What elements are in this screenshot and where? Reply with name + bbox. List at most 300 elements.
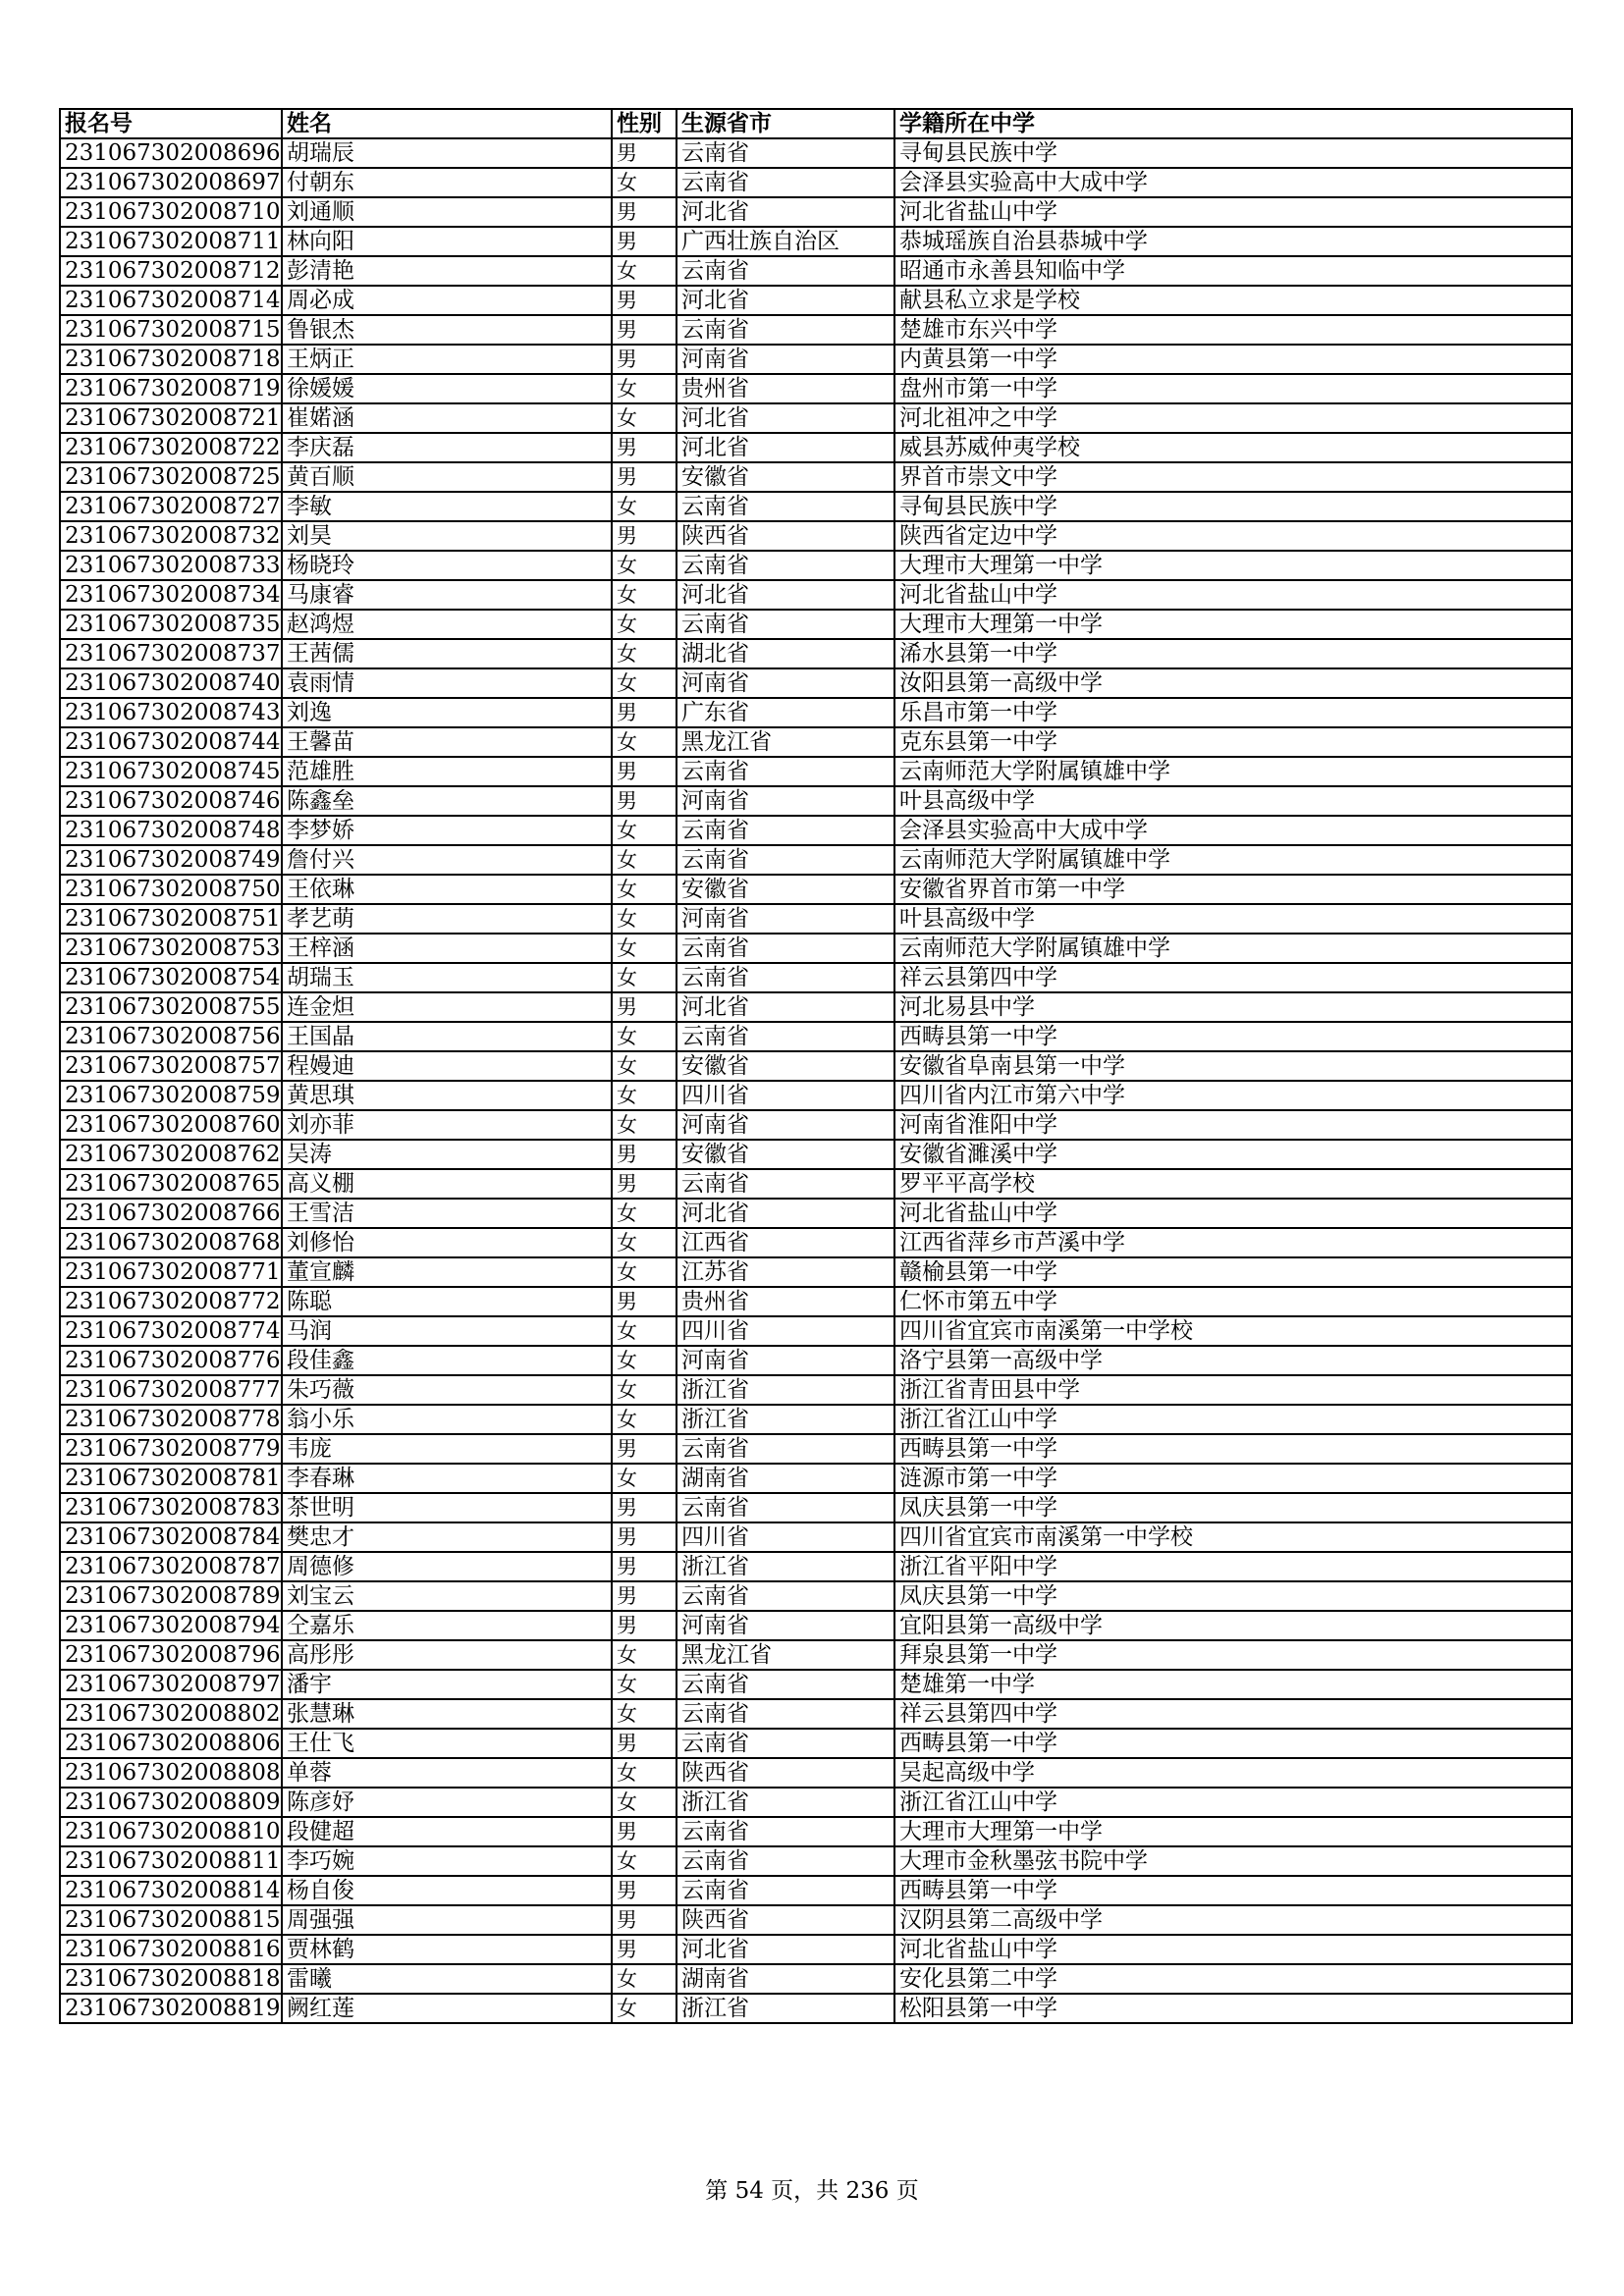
province-cell: 云南省	[677, 1729, 894, 1758]
gender-cell: 女	[612, 256, 677, 286]
student-name-cell: 鲁银杰	[282, 315, 612, 345]
registration-number-cell: 231067302008725	[60, 462, 282, 492]
province-cell: 贵州省	[677, 1287, 894, 1316]
school-cell: 浙江省青田县中学	[894, 1375, 1572, 1405]
province-cell: 浙江省	[677, 1788, 894, 1817]
gender-cell: 女	[612, 963, 677, 992]
school-cell: 洛宁县第一高级中学	[894, 1346, 1572, 1375]
province-cell: 河南省	[677, 1346, 894, 1375]
school-cell: 汉阴县第二高级中学	[894, 1905, 1572, 1935]
school-cell: 河北省盐山中学	[894, 197, 1572, 227]
gender-cell: 女	[612, 374, 677, 403]
gender-cell: 男	[612, 433, 677, 462]
province-cell: 湖北省	[677, 639, 894, 668]
student-name-cell: 杨晓玲	[282, 551, 612, 580]
registration-number-cell: 231067302008776	[60, 1346, 282, 1375]
province-cell: 云南省	[677, 1817, 894, 1846]
student-name-cell: 仝嘉乐	[282, 1611, 612, 1640]
table-row	[60, 1876, 1572, 1905]
school-cell: 西畴县第一中学	[894, 1434, 1572, 1464]
student-name-cell: 周德修	[282, 1552, 612, 1581]
gender-cell: 女	[612, 1316, 677, 1346]
registration-number-cell: 231067302008753	[60, 934, 282, 963]
province-cell: 云南省	[677, 1434, 894, 1464]
student-name-cell: 董宣麟	[282, 1257, 612, 1287]
gender-cell: 女	[612, 1670, 677, 1699]
gender-cell: 女	[612, 1228, 677, 1257]
gender-cell: 女	[612, 1994, 677, 2023]
school-cell: 安徽省阜南县第一中学	[894, 1051, 1572, 1081]
gender-cell: 女	[612, 1758, 677, 1788]
school-cell: 云南师范大学附属镇雄中学	[894, 934, 1572, 963]
student-name-cell: 周强强	[282, 1905, 612, 1935]
student-name-cell: 王馨苗	[282, 727, 612, 757]
table-row	[60, 1375, 1572, 1405]
school-cell: 江西省萍乡市芦溪中学	[894, 1228, 1572, 1257]
header-gender: 性别	[612, 109, 677, 138]
student-name-cell: 雷曦	[282, 1964, 612, 1994]
gender-cell: 男	[612, 1493, 677, 1522]
registration-number-cell: 231067302008814	[60, 1876, 282, 1905]
school-cell: 四川省内江市第六中学	[894, 1081, 1572, 1110]
gender-cell: 男	[612, 1552, 677, 1581]
student-name-cell: 马康睿	[282, 580, 612, 610]
school-cell: 祥云县第四中学	[894, 1699, 1572, 1729]
school-cell: 盘州市第一中学	[894, 374, 1572, 403]
table-row	[60, 1640, 1572, 1670]
province-cell: 浙江省	[677, 1405, 894, 1434]
school-cell: 西畴县第一中学	[894, 1876, 1572, 1905]
table-row	[60, 315, 1572, 345]
header-school: 学籍所在中学	[894, 109, 1572, 138]
student-name-cell: 王炳正	[282, 345, 612, 374]
province-cell: 云南省	[677, 1022, 894, 1051]
student-name-cell: 王雪洁	[282, 1199, 612, 1228]
school-cell: 叶县高级中学	[894, 786, 1572, 816]
header-province: 生源省市	[677, 109, 894, 138]
province-cell: 浙江省	[677, 1375, 894, 1405]
student-name-cell: 连金炟	[282, 992, 612, 1022]
gender-cell: 女	[612, 1846, 677, 1876]
school-cell: 浙江省江山中学	[894, 1405, 1572, 1434]
student-name-cell: 孝艺萌	[282, 904, 612, 934]
student-name-cell: 刘通顺	[282, 197, 612, 227]
registration-number-cell: 231067302008743	[60, 698, 282, 727]
registration-number-cell: 231067302008714	[60, 286, 282, 315]
gender-cell: 女	[612, 1081, 677, 1110]
registration-number-cell: 231067302008784	[60, 1522, 282, 1552]
table-row	[60, 1994, 1572, 2023]
registration-number-cell: 231067302008810	[60, 1817, 282, 1846]
table-row	[60, 816, 1572, 845]
province-cell: 河北省	[677, 197, 894, 227]
province-cell: 河南省	[677, 1110, 894, 1140]
registration-number-cell: 231067302008734	[60, 580, 282, 610]
gender-cell: 女	[612, 1346, 677, 1375]
registration-number-cell: 231067302008718	[60, 345, 282, 374]
school-cell: 大理市大理第一中学	[894, 610, 1572, 639]
province-cell: 云南省	[677, 1846, 894, 1876]
table-row	[60, 403, 1572, 433]
student-name-cell: 段佳鑫	[282, 1346, 612, 1375]
gender-cell: 女	[612, 875, 677, 904]
table-row	[60, 138, 1572, 168]
gender-cell: 男	[612, 1876, 677, 1905]
school-cell: 寻甸县民族中学	[894, 492, 1572, 521]
registration-number-cell: 231067302008754	[60, 963, 282, 992]
table-row	[60, 1817, 1572, 1846]
table-row	[60, 256, 1572, 286]
table-row	[60, 757, 1572, 786]
province-cell: 云南省	[677, 610, 894, 639]
registration-number-cell: 231067302008751	[60, 904, 282, 934]
school-cell: 凤庆县第一中学	[894, 1493, 1572, 1522]
school-cell: 浙江省平阳中学	[894, 1552, 1572, 1581]
province-cell: 河北省	[677, 286, 894, 315]
gender-cell: 女	[612, 403, 677, 433]
province-cell: 河南省	[677, 904, 894, 934]
registration-number-cell: 231067302008772	[60, 1287, 282, 1316]
gender-cell: 女	[612, 1199, 677, 1228]
student-name-cell: 胡瑞辰	[282, 138, 612, 168]
table-row	[60, 1699, 1572, 1729]
table-row	[60, 1552, 1572, 1581]
gender-cell: 男	[612, 197, 677, 227]
student-name-cell: 刘昊	[282, 521, 612, 551]
province-cell: 云南省	[677, 845, 894, 875]
province-cell: 江西省	[677, 1228, 894, 1257]
school-cell: 会泽县实验高中大成中学	[894, 168, 1572, 197]
student-name-cell: 李敏	[282, 492, 612, 521]
table-row	[60, 1140, 1572, 1169]
registration-number-cell: 231067302008762	[60, 1140, 282, 1169]
table-row	[60, 462, 1572, 492]
student-name-cell: 周必成	[282, 286, 612, 315]
table-row	[60, 668, 1572, 698]
school-cell: 四川省宜宾市南溪第一中学校	[894, 1316, 1572, 1346]
school-cell: 昭通市永善县知临中学	[894, 256, 1572, 286]
province-cell: 四川省	[677, 1316, 894, 1346]
registration-number-cell: 231067302008746	[60, 786, 282, 816]
province-cell: 湖南省	[677, 1464, 894, 1493]
registration-number-cell: 231067302008815	[60, 1905, 282, 1935]
student-name-cell: 刘逸	[282, 698, 612, 727]
school-cell: 威县苏威仲夷学校	[894, 433, 1572, 462]
province-cell: 广西壮族自治区	[677, 227, 894, 256]
gender-cell: 男	[612, 1935, 677, 1964]
gender-cell: 男	[612, 1522, 677, 1552]
registration-number-cell: 231067302008794	[60, 1611, 282, 1640]
registration-number-cell: 231067302008819	[60, 1994, 282, 2023]
student-name-cell: 吴涛	[282, 1140, 612, 1169]
province-cell: 河北省	[677, 1199, 894, 1228]
gender-cell: 男	[612, 1287, 677, 1316]
gender-cell: 女	[612, 639, 677, 668]
gender-cell: 女	[612, 934, 677, 963]
province-cell: 河北省	[677, 433, 894, 462]
table-row	[60, 639, 1572, 668]
province-cell: 云南省	[677, 256, 894, 286]
registration-number-cell: 231067302008789	[60, 1581, 282, 1611]
school-cell: 河北省盐山中学	[894, 580, 1572, 610]
student-name-cell: 杨自俊	[282, 1876, 612, 1905]
province-cell: 四川省	[677, 1081, 894, 1110]
registration-number-cell: 231067302008719	[60, 374, 282, 403]
table-row	[60, 610, 1572, 639]
student-name-cell: 刘亦菲	[282, 1110, 612, 1140]
school-cell: 宜阳县第一高级中学	[894, 1611, 1572, 1640]
table-row	[60, 1846, 1572, 1876]
registration-number-cell: 231067302008733	[60, 551, 282, 580]
gender-cell: 女	[612, 1788, 677, 1817]
admission-table	[59, 108, 1573, 2024]
student-name-cell: 陈聪	[282, 1287, 612, 1316]
gender-cell: 男	[612, 757, 677, 786]
student-name-cell: 刘修怡	[282, 1228, 612, 1257]
gender-cell: 女	[612, 1375, 677, 1405]
gender-cell: 男	[612, 1434, 677, 1464]
registration-number-cell: 231067302008777	[60, 1375, 282, 1405]
province-cell: 河北省	[677, 580, 894, 610]
registration-number-cell: 231067302008816	[60, 1935, 282, 1964]
table-row	[60, 1228, 1572, 1257]
table-row	[60, 1729, 1572, 1758]
province-cell: 陕西省	[677, 1758, 894, 1788]
registration-number-cell: 231067302008749	[60, 845, 282, 875]
registration-number-cell: 231067302008737	[60, 639, 282, 668]
table-row	[60, 875, 1572, 904]
registration-number-cell: 231067302008778	[60, 1405, 282, 1434]
registration-number-cell: 231067302008757	[60, 1051, 282, 1081]
table-row	[60, 1611, 1572, 1640]
table-row	[60, 992, 1572, 1022]
registration-number-cell: 231067302008781	[60, 1464, 282, 1493]
table-row	[60, 1051, 1572, 1081]
table-row	[60, 168, 1572, 197]
province-cell: 河北省	[677, 1935, 894, 1964]
gender-cell: 男	[612, 1729, 677, 1758]
table-row	[60, 1935, 1572, 1964]
gender-cell: 女	[612, 168, 677, 197]
school-cell: 吴起高级中学	[894, 1758, 1572, 1788]
province-cell: 云南省	[677, 934, 894, 963]
registration-number-cell: 231067302008796	[60, 1640, 282, 1670]
table-row	[60, 1493, 1572, 1522]
province-cell: 安徽省	[677, 462, 894, 492]
table-row	[60, 1788, 1572, 1817]
student-name-cell: 李庆磊	[282, 433, 612, 462]
gender-cell: 女	[612, 668, 677, 698]
province-cell: 江苏省	[677, 1257, 894, 1287]
school-cell: 拜泉县第一中学	[894, 1640, 1572, 1670]
registration-number-cell: 231067302008809	[60, 1788, 282, 1817]
province-cell: 湖南省	[677, 1964, 894, 1994]
school-cell: 安徽省界首市第一中学	[894, 875, 1572, 904]
province-cell: 陕西省	[677, 521, 894, 551]
table-row	[60, 286, 1572, 315]
table-row	[60, 1522, 1572, 1552]
school-cell: 四川省宜宾市南溪第一中学校	[894, 1522, 1572, 1552]
province-cell: 云南省	[677, 315, 894, 345]
gender-cell: 女	[612, 1110, 677, 1140]
table-row	[60, 1905, 1572, 1935]
registration-number-cell: 231067302008750	[60, 875, 282, 904]
gender-cell: 女	[612, 1964, 677, 1994]
table-row	[60, 580, 1572, 610]
registration-number-cell: 231067302008697	[60, 168, 282, 197]
province-cell: 河北省	[677, 992, 894, 1022]
gender-cell: 女	[612, 1257, 677, 1287]
gender-cell: 男	[612, 345, 677, 374]
school-cell: 云南师范大学附属镇雄中学	[894, 845, 1572, 875]
gender-cell: 男	[612, 138, 677, 168]
table-row	[60, 1022, 1572, 1051]
province-cell: 云南省	[677, 1670, 894, 1699]
school-cell: 克东县第一中学	[894, 727, 1572, 757]
table-row	[60, 227, 1572, 256]
school-cell: 西畴县第一中学	[894, 1729, 1572, 1758]
student-name-cell: 单蓉	[282, 1758, 612, 1788]
school-cell: 河北省盐山中学	[894, 1199, 1572, 1228]
student-name-cell: 黄百顺	[282, 462, 612, 492]
gender-cell: 男	[612, 286, 677, 315]
registration-number-cell: 231067302008722	[60, 433, 282, 462]
registration-number-cell: 231067302008787	[60, 1552, 282, 1581]
registration-number-cell: 231067302008779	[60, 1434, 282, 1464]
province-cell: 云南省	[677, 1493, 894, 1522]
table-row	[60, 197, 1572, 227]
province-cell: 河南省	[677, 345, 894, 374]
registration-number-cell: 231067302008732	[60, 521, 282, 551]
school-cell: 献县私立求是学校	[894, 286, 1572, 315]
gender-cell: 女	[612, 727, 677, 757]
student-name-cell: 李春琳	[282, 1464, 612, 1493]
student-name-cell: 袁雨情	[282, 668, 612, 698]
registration-number-cell: 231067302008783	[60, 1493, 282, 1522]
registration-number-cell: 231067302008745	[60, 757, 282, 786]
province-cell: 浙江省	[677, 1994, 894, 2023]
school-cell: 汝阳县第一高级中学	[894, 668, 1572, 698]
table-row	[60, 345, 1572, 374]
registration-number-cell: 231067302008735	[60, 610, 282, 639]
table-row	[60, 904, 1572, 934]
student-name-cell: 彭清艳	[282, 256, 612, 286]
registration-number-cell: 231067302008765	[60, 1169, 282, 1199]
gender-cell: 女	[612, 1022, 677, 1051]
table-row	[60, 1464, 1572, 1493]
school-cell: 松阳县第一中学	[894, 1994, 1572, 2023]
gender-cell: 男	[612, 1817, 677, 1846]
student-name-cell: 林向阳	[282, 227, 612, 256]
table-row	[60, 934, 1572, 963]
registration-number-cell: 231067302008710	[60, 197, 282, 227]
gender-cell: 女	[612, 1640, 677, 1670]
gender-cell: 女	[612, 816, 677, 845]
school-cell: 赣榆县第一中学	[894, 1257, 1572, 1287]
province-cell: 河南省	[677, 1611, 894, 1640]
registration-number-cell: 231067302008715	[60, 315, 282, 345]
student-name-cell: 王依琳	[282, 875, 612, 904]
school-cell: 河北祖冲之中学	[894, 403, 1572, 433]
table-row	[60, 727, 1572, 757]
student-name-cell: 樊忠才	[282, 1522, 612, 1552]
province-cell: 云南省	[677, 816, 894, 845]
registration-number-cell: 231067302008766	[60, 1199, 282, 1228]
province-cell: 四川省	[677, 1522, 894, 1552]
registration-number-cell: 231067302008712	[60, 256, 282, 286]
school-cell: 云南师范大学附属镇雄中学	[894, 757, 1572, 786]
student-name-cell: 潘宇	[282, 1670, 612, 1699]
registration-number-cell: 231067302008771	[60, 1257, 282, 1287]
registration-number-cell: 231067302008744	[60, 727, 282, 757]
school-cell: 内黄县第一中学	[894, 345, 1572, 374]
school-cell: 安化县第二中学	[894, 1964, 1572, 1994]
student-name-cell: 高彤彤	[282, 1640, 612, 1670]
school-cell: 安徽省濉溪中学	[894, 1140, 1572, 1169]
table-row	[60, 551, 1572, 580]
gender-cell: 男	[612, 521, 677, 551]
school-cell: 涟源市第一中学	[894, 1464, 1572, 1493]
registration-number-cell: 231067302008797	[60, 1670, 282, 1699]
school-cell: 叶县高级中学	[894, 904, 1572, 934]
gender-cell: 男	[612, 462, 677, 492]
province-cell: 云南省	[677, 1169, 894, 1199]
registration-number-cell: 231067302008721	[60, 403, 282, 433]
student-name-cell: 朱巧薇	[282, 1375, 612, 1405]
table-row	[60, 521, 1572, 551]
table-row	[60, 1581, 1572, 1611]
school-cell: 楚雄第一中学	[894, 1670, 1572, 1699]
table-row	[60, 1199, 1572, 1228]
student-name-cell: 付朝东	[282, 168, 612, 197]
registration-number-cell: 231067302008806	[60, 1729, 282, 1758]
gender-cell: 男	[612, 698, 677, 727]
province-cell: 广东省	[677, 698, 894, 727]
registration-number-cell: 231067302008768	[60, 1228, 282, 1257]
school-cell: 仁怀市第五中学	[894, 1287, 1572, 1316]
school-cell: 大理市大理第一中学	[894, 551, 1572, 580]
gender-cell: 男	[612, 1140, 677, 1169]
table-row	[60, 1405, 1572, 1434]
registration-number-cell: 231067302008759	[60, 1081, 282, 1110]
student-name-cell: 茶世明	[282, 1493, 612, 1522]
gender-cell: 女	[612, 1699, 677, 1729]
table-row	[60, 1316, 1572, 1346]
school-cell: 浠水县第一中学	[894, 639, 1572, 668]
header-name: 姓名	[282, 109, 612, 138]
student-name-cell: 李巧婉	[282, 1846, 612, 1876]
student-name-cell: 陈彦妤	[282, 1788, 612, 1817]
student-name-cell: 范雄胜	[282, 757, 612, 786]
school-cell: 会泽县实验高中大成中学	[894, 816, 1572, 845]
student-name-cell: 李梦娇	[282, 816, 612, 845]
gender-cell: 女	[612, 904, 677, 934]
page-footer: 第 54 页，共 236 页	[705, 2178, 919, 2204]
student-name-cell: 赵鸿煜	[282, 610, 612, 639]
registration-number-cell: 231067302008760	[60, 1110, 282, 1140]
gender-cell: 女	[612, 1051, 677, 1081]
school-cell: 楚雄市东兴中学	[894, 315, 1572, 345]
province-cell: 陕西省	[677, 1905, 894, 1935]
registration-number-cell: 231067302008808	[60, 1758, 282, 1788]
table-row	[60, 1081, 1572, 1110]
registration-number-cell: 231067302008711	[60, 227, 282, 256]
school-cell: 陕西省定边中学	[894, 521, 1572, 551]
province-cell: 云南省	[677, 1876, 894, 1905]
student-name-cell: 陈鑫垒	[282, 786, 612, 816]
province-cell: 河南省	[677, 786, 894, 816]
student-name-cell: 王茜儒	[282, 639, 612, 668]
